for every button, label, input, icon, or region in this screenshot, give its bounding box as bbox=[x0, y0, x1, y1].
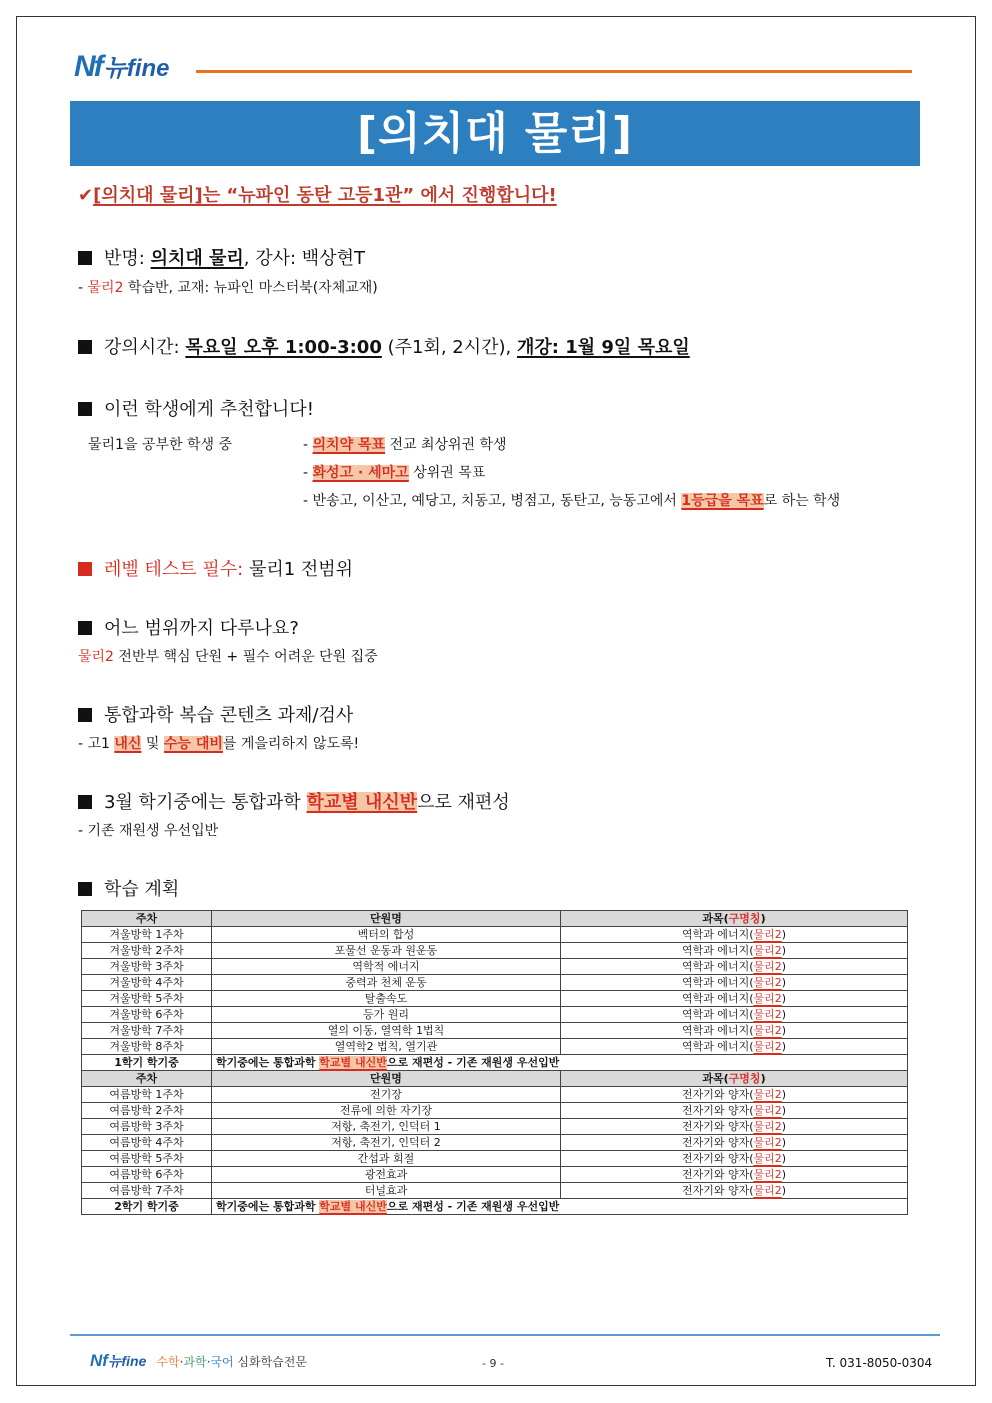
bullet-square-icon bbox=[78, 402, 92, 416]
review-heading: 통합과학 복습 콘텐츠 과제/검사 bbox=[78, 701, 353, 727]
table-row: 겨울방학 3주차 역학적 에너지 역학과 에너지(물리2) bbox=[82, 959, 908, 975]
recommend-item-1: - 의치약 목표 전교 최상위권 학생 bbox=[303, 437, 507, 453]
recommend-target: 물리1을 공부한 학생 중 bbox=[88, 437, 232, 453]
logo-mark: Nf bbox=[74, 50, 102, 83]
time-heading: 강의시간: 목요일 오후 1:00-3:00 (주1회, 2시간), 개강: 1월 9일 목요일 bbox=[78, 333, 690, 359]
time-value: 목요일 오후 1:00-3:00 bbox=[185, 337, 382, 358]
table-row: 겨울방학 8주차 열역학2 법칙, 열기관 역학과 에너지(물리2) bbox=[82, 1039, 908, 1055]
table-row: 여름방학 7주차 터널효과 전자기와 양자(물리2) bbox=[82, 1183, 908, 1199]
open-date: 개강: 1월 9일 목요일 bbox=[516, 337, 690, 358]
range-heading: 어느 범위까지 다루나요? bbox=[78, 614, 299, 640]
intro-line bbox=[78, 181, 557, 207]
level-test-heading: 레벨 테스트 필수: 물리1 전범위 bbox=[78, 555, 353, 581]
bullet-square-icon bbox=[78, 562, 92, 576]
table-note-row: 1학기 학기중 학기중에는 통합과학 학교별 내신반으로 재편성 - 기존 재원생 우선입반 bbox=[82, 1055, 908, 1071]
page-title: [의치대 물리] bbox=[70, 101, 920, 166]
bullet-square-icon bbox=[78, 340, 92, 354]
footer-logo: Nf 뉴fine 수학·과학·국어 심화학습전문 bbox=[90, 1351, 307, 1370]
range-detail: 물리2 전반부 핵심 단원 + 필수 어려운 단원 집중 bbox=[78, 649, 378, 665]
recommend-item-2: - 화성고 · 세마고 상위권 목표 bbox=[303, 465, 486, 481]
bullet-square-icon bbox=[78, 621, 92, 635]
table-row: 겨울방학 6주차 등가 원리 역학과 에너지(물리2) bbox=[82, 1007, 908, 1023]
table-row: 여름방학 2주차 전류에 의한 자기장 전자기와 양자(물리2) bbox=[82, 1103, 908, 1119]
bullet-square-icon bbox=[78, 882, 92, 896]
table-row: 여름방학 6주차 광전효과 전자기와 양자(물리2) bbox=[82, 1167, 908, 1183]
table-row: 여름방학 5주차 간섭과 회절 전자기와 양자(물리2) bbox=[82, 1151, 908, 1167]
table-note-row: 2학기 학기중 학기중에는 통합과학 학교별 내신반으로 재편성 - 기존 재원생 우선입반 bbox=[82, 1199, 908, 1215]
table-row: 겨울방학 2주차 포물선 운동과 원운동 역학과 에너지(물리2) bbox=[82, 943, 908, 959]
footer-divider bbox=[70, 1334, 940, 1336]
class-name: 의치대 물리 bbox=[150, 248, 244, 269]
table-row: 겨울방학 5주차 탈출속도 역학과 에너지(물리2) bbox=[82, 991, 908, 1007]
review-detail: - 고1 내신 및 수능 대비를 게을리하지 않도록! bbox=[78, 736, 360, 752]
footer-tagline: 수학·과학·국어 심화학습전문 bbox=[156, 1355, 307, 1369]
bullet-square-icon bbox=[78, 708, 92, 722]
table-row: 여름방학 4주차 저항, 축전기, 인덕터 2 전자기와 양자(물리2) bbox=[82, 1135, 908, 1151]
recommend-item-3: - 반송고, 이산고, 예당고, 치동고, 병점고, 동탄고, 능동고에서 1등급을 목표로 하는 학생 bbox=[303, 493, 841, 509]
table-row: 겨울방학 4주차 중력과 천체 운동 역학과 에너지(물리2) bbox=[82, 975, 908, 991]
check-icon: ✔ bbox=[78, 185, 94, 206]
bullet-square-icon bbox=[78, 795, 92, 809]
class-heading: 반명: 의치대 물리, 강사: 백상현T bbox=[78, 244, 365, 270]
march-heading: 3월 학기중에는 통합과학 학교별 내신반으로 재편성 bbox=[78, 788, 510, 814]
brand-logo bbox=[74, 48, 170, 84]
march-detail: - 기존 재원생 우선입반 bbox=[78, 823, 219, 839]
plan-heading: 학습 계획 bbox=[78, 875, 179, 901]
table-header-row: 주차 단원명 과목(구명칭) bbox=[82, 911, 908, 927]
table-row: 여름방학 3주차 저항, 축전기, 인덕터 1 전자기와 양자(물리2) bbox=[82, 1119, 908, 1135]
class-detail: - 물리2 학습반, 교재: 뉴파인 마스터북(자체교재) bbox=[78, 280, 378, 296]
study-plan-table bbox=[81, 910, 908, 1215]
recommend-heading: 이런 학생에게 추천합니다! bbox=[78, 395, 314, 421]
table-row: 겨울방학 7주차 열의 이동, 열역학 1법칙 역학과 에너지(물리2) bbox=[82, 1023, 908, 1039]
table-header-row: 주차 단원명 과목(구명칭) bbox=[82, 1071, 908, 1087]
table-row: 겨울방학 1주차 벡터의 합성 역학과 에너지(물리2) bbox=[82, 927, 908, 943]
logo-text: 뉴fine bbox=[103, 55, 170, 82]
table-row: 여름방학 1주차 전기장 전자기와 양자(물리2) bbox=[82, 1087, 908, 1103]
intro-text: [의치대 물리]는 “뉴파인 동탄 고등1관” 에서 진행합니다! bbox=[93, 185, 557, 206]
phone-number: T. 031-8050-0304 bbox=[826, 1356, 933, 1370]
header-divider bbox=[196, 70, 912, 73]
page-number: - 9 - bbox=[482, 1357, 504, 1370]
bullet-square-icon bbox=[78, 251, 92, 265]
